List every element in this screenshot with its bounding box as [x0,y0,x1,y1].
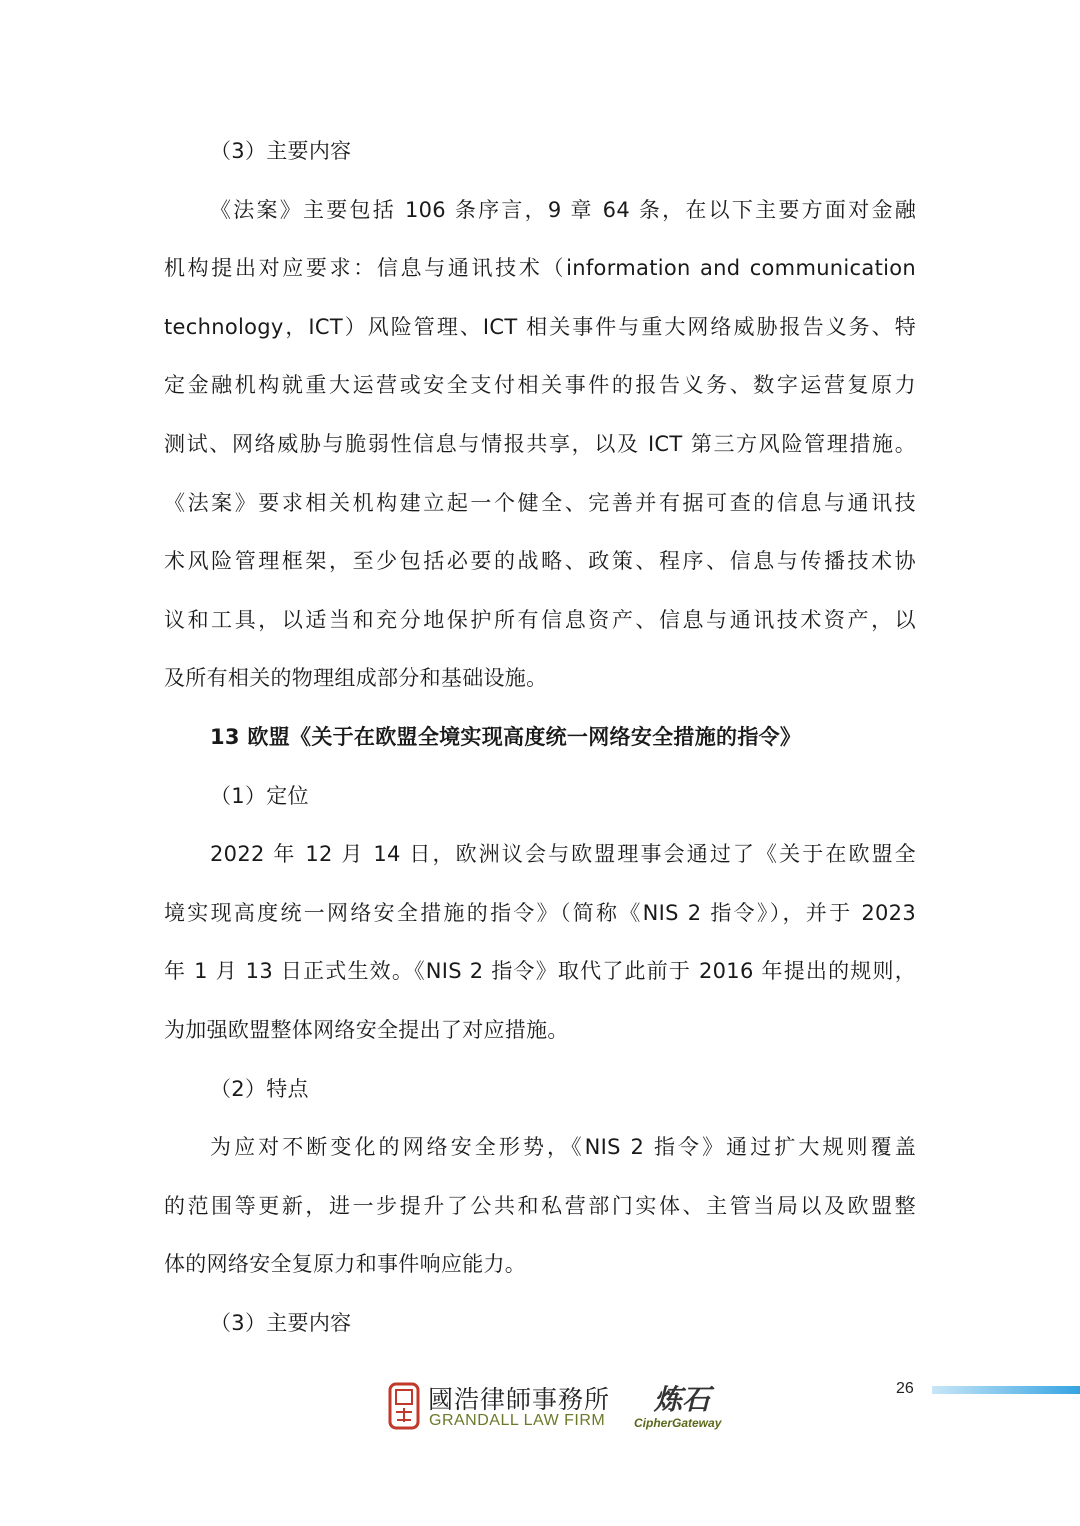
partner-name-en: CipherGateway [634,1416,722,1430]
footer-logos [388,1380,728,1440]
subheading-main-content: （3）主要内容 [210,1310,352,1335]
paragraph-line: 议和工具，以适当和充分地保护所有信息资产、信息与通讯技术资产，以 [164,607,916,632]
paragraph-line: 2022 年 12 月 14 日，欧洲议会与欧盟理事会通过了《关于在欧盟全 [210,842,916,867]
section-heading: 13 欧盟《关于在欧盟全境实现高度统一网络安全措施的指令》 [210,724,802,749]
grandall-seal-icon [388,1382,420,1430]
firm-name-cn: 國浩律師事務所 [428,1385,611,1414]
paragraph-line: 测试、网络威胁与脆弱性信息与情报共享，以及 ICT 第三方风险管理措施。 [164,431,916,456]
paragraph-line: 为应对不断变化的网络安全形势，《NIS 2 指令》通过扩大规则覆盖 [210,1135,916,1160]
paragraph-line: 年 1 月 13 日正式生效。《NIS 2 指令》取代了此前于 2016 年提出的规则， [164,959,916,984]
paragraph-line: 境实现高度统一网络安全措施的指令》（简称《NIS 2 指令》），并于 2023 [164,900,916,925]
paragraph-line: 及所有相关的物理组成部分和基础设施。 [164,666,548,691]
paragraph-line: 《法案》主要包括 106 条序言，9 章 64 条，在以下主要方面对金融 [210,197,916,222]
partner-name-cn: 炼石 [654,1383,711,1416]
paragraph-line: 《法案》要求相关机构建立起一个健全、完善并有据可查的信息与通讯技 [164,490,916,515]
subheading-main-content: （3）主要内容 [210,139,352,163]
paragraph-line: 术风险管理框架，至少包括必要的战略、政策、程序、信息与传播技术协 [164,549,916,574]
paragraph-line: 定金融机构就重大运营或安全支付相关事件的报告义务、数字运营复原力 [164,373,916,398]
paragraph-line: 的范围等更新，进一步提升了公共和私营部门实体、主管当局以及欧盟整 [164,1193,916,1218]
body-text [164,122,916,1352]
page-footer [0,1370,1080,1450]
paragraph-line: 体的网络安全复原力和事件响应能力。 [164,1252,527,1277]
subheading-features: （2）特点 [210,1076,309,1101]
accent-bar [932,1386,1080,1394]
paragraph-line: 机构提出对应要求：信息与通讯技术（information and communication [164,256,916,281]
subheading-positioning: （1）定位 [210,783,309,808]
firm-name-en: GRANDALL LAW FIRM [429,1412,606,1429]
page-number: 26 [896,1380,914,1397]
paragraph-line: 为加强欧盟整体网络安全提出了对应措施。 [164,1017,569,1042]
paragraph-line: technology，ICT）风险管理、ICT 相关事件与重大网络威胁报告义务、特 [164,314,916,339]
